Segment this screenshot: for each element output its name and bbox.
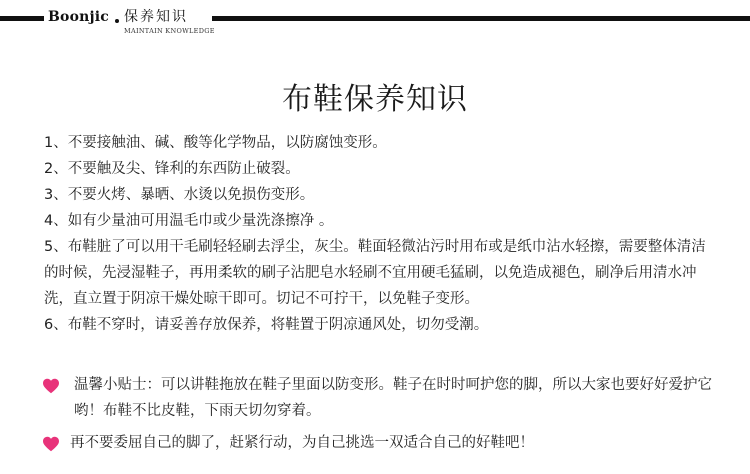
rule-item: 4、如有少量油可用温毛巾或少量洗涤擦净 。 — [44, 213, 334, 229]
header-bar-right — [212, 16, 750, 21]
rule-item: 1、不要接触油、碱、酸等化学物品，以防腐蚀变形。 — [44, 135, 387, 151]
header — [0, 0, 750, 40]
rule-item: 2、不要触及尖、锋利的东西防止破裂。 — [44, 161, 300, 177]
rule-item: 5、布鞋脏了可以用干毛刷轻轻刷去浮尘，灰尘。鞋面轻微沾污时用布或是纸巾沾水轻擦，需要整体清洁的时候，先浸湿鞋子，再用柔软的刷子沾肥皂水轻刷不宜用硬毛猛刷，以免造成褪色，刷净后用清水冲洗，直立置于阴凉干燥处晾干即可。切记不可拧干，以免鞋子变形。 — [44, 239, 706, 307]
heart-icon — [42, 436, 60, 452]
tip-text: 再不要委屈自己的脚了，赶紧行动，为自己挑选一双适合自己的好鞋吧！ — [70, 435, 534, 451]
rule-item: 3、不要火烤、暴晒、水烫以免损伤变形。 — [44, 187, 315, 203]
tips-section — [42, 372, 722, 456]
brand-dot — [115, 19, 119, 23]
rules-list — [44, 130, 714, 338]
heart-icon — [42, 378, 60, 394]
tip-item — [42, 430, 722, 456]
tip-text: 温馨小贴士：可以讲鞋拖放在鞋子里面以防变形。鞋子在时时呵护您的脚，所以大家也要好好爱护它哟！布鞋不比皮鞋，下雨天切勿穿着。 — [74, 377, 712, 419]
section-subtitle-en: MAINTAIN KNOWLEDGE — [124, 27, 215, 35]
tip-item — [42, 372, 722, 424]
rule-item: 6、布鞋不穿时，请妥善存放保养，将鞋置于阴凉通风处，切勿受潮。 — [44, 317, 489, 333]
brand-logo: Boonjic — [48, 9, 109, 25]
section-subtitle: 保养知识 — [124, 9, 188, 25]
page-title: 布鞋保养知识 — [282, 82, 468, 117]
header-bar-left — [0, 16, 44, 21]
